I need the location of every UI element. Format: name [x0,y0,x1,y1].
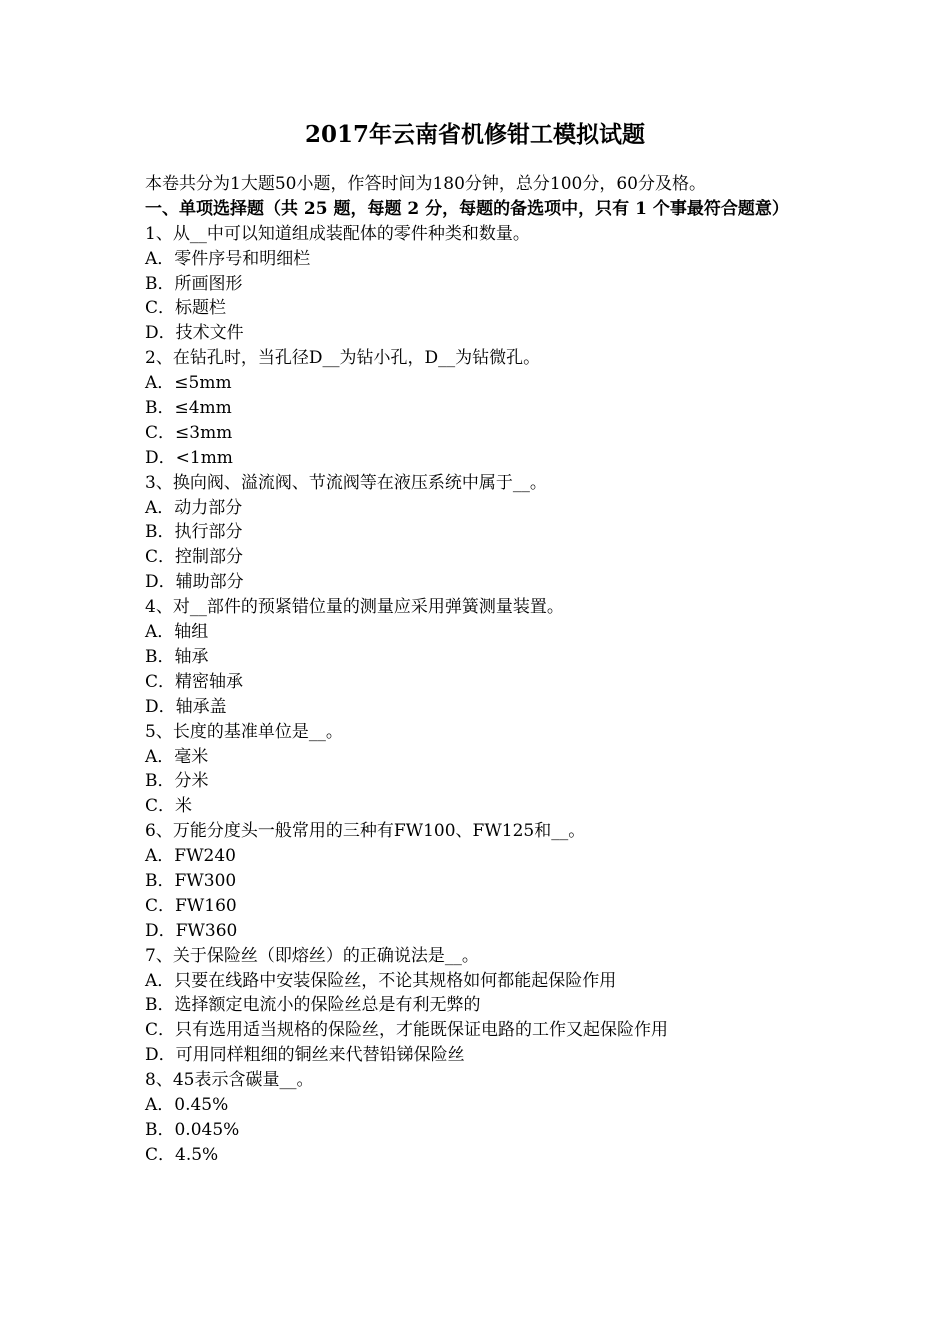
answer-option: B．分米 [145,771,209,792]
option-list [145,1093,815,1168]
answer-option: C．精密轴承 [145,671,244,692]
option-list [145,969,815,1069]
answer-option: B．执行部分 [145,522,243,543]
option-list [145,247,815,347]
answer-option: B．轴承 [145,646,209,667]
question-stem: 7、关于保险丝（即熔丝）的正确说法是__。 [145,945,479,966]
question-stem: 3、换向阀、溢流阀、节流阀等在液压系统中属于__。 [145,472,547,493]
option-list [145,620,815,720]
question-stem: 5、长度的基准单位是__。 [145,721,343,742]
answer-option: A．零件序号和明细栏 [145,248,311,269]
section-heading: 一、单项选择题（共 25 题，每题 2 分，每题的备选项中，只有 1 个事最符合题意） [145,198,789,219]
answer-option: C．≤3mm [145,422,233,443]
answer-option: D．辅助部分 [145,572,244,593]
answer-option: C．FW160 [145,895,237,916]
answer-option: D．FW360 [145,920,238,941]
answer-option: A．动力部分 [145,497,243,518]
answer-option: A．FW240 [145,846,236,867]
option-list [145,844,815,944]
question-item [145,1068,815,1168]
question-stem: 6、万能分度头一般常用的三种有FW100、FW125和__。 [145,821,586,842]
question-stem: 4、对__部件的预紧错位量的测量应采用弹簧测量装置。 [145,597,564,618]
question-item [145,720,815,820]
question-item [145,819,815,943]
option-list [145,496,815,596]
answer-option: B．0.045% [145,1119,240,1140]
exam-content [145,172,815,1168]
answer-option: D．轴承盖 [145,696,227,717]
question-item [145,346,815,470]
question-stem: 2、在钻孔时，当孔径D__为钻小孔，D__为钻微孔。 [145,348,541,369]
answer-option: D．技术文件 [145,323,244,344]
option-list [145,745,815,820]
page-title: 2017年云南省机修钳工模拟试题 [304,121,645,148]
answer-option: A．轴组 [145,622,209,643]
answer-option: C．米 [145,796,193,817]
question-item [145,944,815,1068]
question-item [145,471,815,595]
answer-option: B．所画图形 [145,273,243,294]
answer-option: B．选择额定电流小的保险丝总是有利无弊的 [145,995,481,1016]
answer-option: A．≤5mm [145,373,232,394]
answer-option: D．<1mm [145,447,233,468]
option-list [145,371,815,471]
question-item [145,595,815,719]
answer-option: C．4.5% [145,1144,219,1165]
answer-option: C．只有选用适当规格的保险丝，才能既保证电路的工作又起保险作用 [145,1020,669,1041]
answer-option: A．0.45% [145,1094,229,1115]
question-list [145,222,815,1168]
answer-option: C．标题栏 [145,298,227,319]
question-item [145,222,815,346]
answer-option: A．只要在线路中安装保险丝，不论其规格如何都能起保险作用 [145,970,617,991]
answer-option: C．控制部分 [145,547,244,568]
answer-option: A．毫米 [145,746,209,767]
answer-option: D．可用同样粗细的铜丝来代替铅锑保险丝 [145,1045,465,1066]
answer-option: B．≤4mm [145,398,232,419]
answer-option: B．FW300 [145,870,237,891]
question-stem: 8、45表示含碳量__。 [145,1070,314,1091]
question-stem: 1、从__中可以知道组成装配体的零件种类和数量。 [145,223,530,244]
exam-intro: 本卷共分为1大题50小题，作答时间为180分钟，总分100分，60分及格。 [145,174,706,194]
